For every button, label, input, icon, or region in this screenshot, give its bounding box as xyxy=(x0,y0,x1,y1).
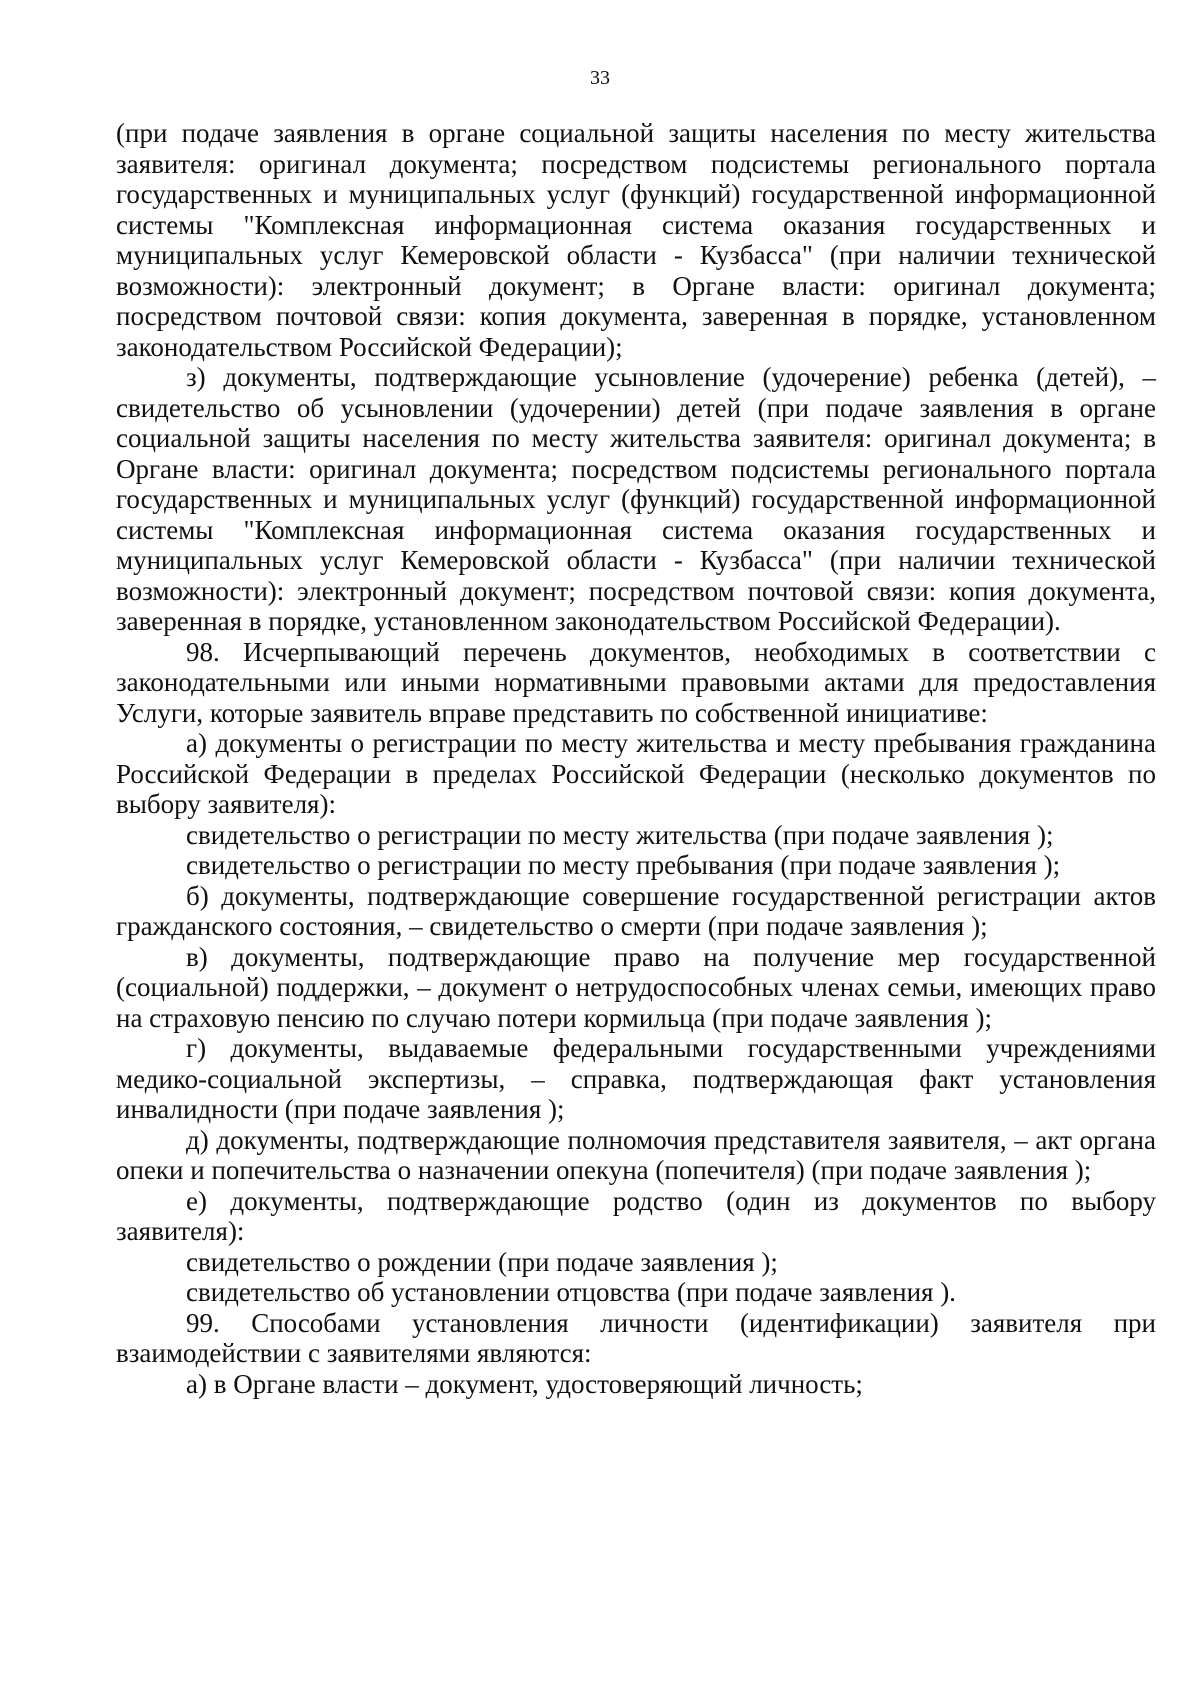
list-item-birth-certificate: свидетельство о рождении (при подаче заявления ); xyxy=(186,1246,778,1277)
paragraph-98-item-b: б) документы, подтверждающие совершение государственной регистрации актов гражданского состояния, – свидетельство о смерти (при подаче заявления ); xyxy=(116,880,1156,941)
paragraph-99-item-a: а) в Органе власти – документ, удостоверяющий личность; xyxy=(186,1368,863,1399)
list-item-paternity-certificate: свидетельство об установлении отцовства (при подаче заявления ). xyxy=(186,1277,956,1307)
paragraph-98-item-v: в) документы, подтверждающие право на получение мер государственной (социальной) поддержки, – документ о нетрудоспособных членах семьи, имеющих право на страховую пенсию по случаю потери кормильца (при подаче заявления ); xyxy=(116,941,1156,1033)
paragraph-98-item-a: а) документы о регистрации по месту жительства и месту пребывания гражданина Российской Федерации в пределах Российской Федерации (несколько документов по выбору заявителя): xyxy=(116,728,1156,819)
page-number: 33 xyxy=(590,67,610,89)
document-body xyxy=(116,118,1156,1399)
paragraph-98-item-g: г) документы, выдаваемые федеральными государственными учреждениями медико-социальной экспертизы, – справка, подтверждающая факт установления инвалидности (при подаче заявления ); xyxy=(116,1033,1156,1124)
paragraph-item-z: з) документы, подтверждающие усыновление (удочерение) ребенка (детей), – свидетельство об усыновлении (удочерении) детей (при подаче заявления в органе социальной защиты населения по месту жительства заявителя: оригинал документа; в Органе власти: оригинал документа; посредством подсистемы регионального портала государственных и муниципальных услуг (функций) государственной информационной системы "Комплексная информационная система оказания государственных и муниципальных услуг Кемеровской области - Кузбасса" (при наличии технической возможности): электронный документ; посредством почтовой связи: копия документа, заверенная в порядке, установленном законодательством Российской Федерации). xyxy=(116,362,1156,636)
paragraph-98-item-e: е) документы, подтверждающие родство (один из документов по выбору заявителя): xyxy=(116,1185,1156,1246)
paragraph-continuation: (при подаче заявления в органе социальной защиты населения по месту жительства заявителя: оригинал документа; посредством подсистемы регионального портала государственных и муниципальных услуг (функций) государственной информационной системы "Комплексная информационная система оказания государственных и муниципальных услуг Кемеровской области - Кузбасса" (при наличии технической возможности): электронный документ; в Органе власти: оригинал документа; посредством почтовой связи: копия документа, заверенная в порядке, установленном законодательством Российской Федерации); xyxy=(116,118,1156,362)
paragraph-98-item-d: д) документы, подтверждающие полномочия представителя заявителя, – акт органа опеки и попечительства о назначении опекуна (попечителя) (при подаче заявления ); xyxy=(116,1124,1156,1185)
list-item-residence-registration: свидетельство о регистрации по месту жительства (при подаче заявления ); xyxy=(186,819,1054,850)
paragraph-98: 98. Исчерпывающий перечень документов, необходимых в соответствии с законодательными или иными нормативными правовыми актами для предоставления Услуги, которые заявитель вправе представить по собственной инициативе: xyxy=(116,636,1156,728)
list-item-stay-registration: свидетельство о регистрации по месту пребывания (при подаче заявления ); xyxy=(186,850,1061,880)
paragraph-99: 99. Способами установления личности (идентификации) заявителя при взаимодействии с заявителями являются: xyxy=(116,1307,1156,1368)
